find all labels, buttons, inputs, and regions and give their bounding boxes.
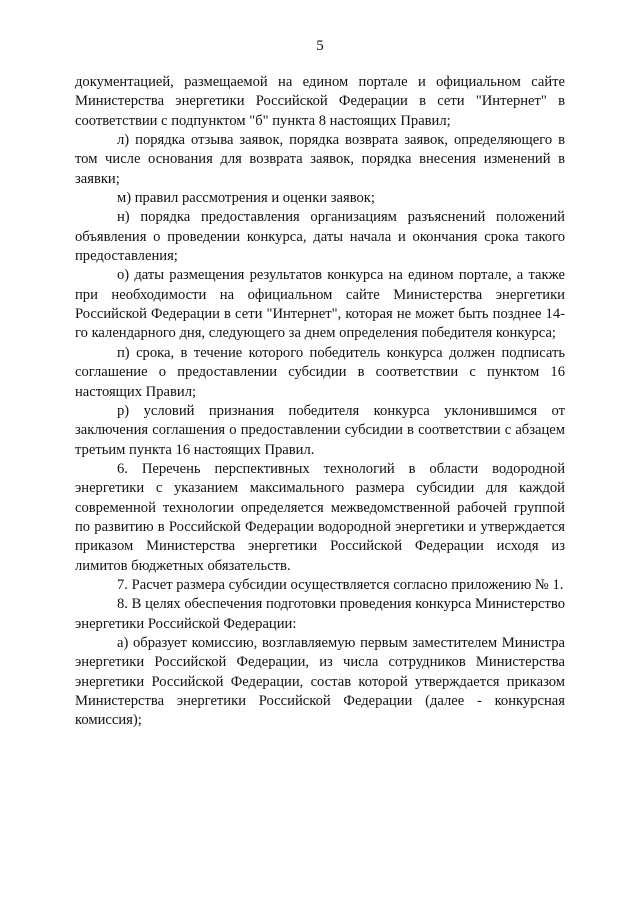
page-number: 5: [316, 38, 324, 54]
paragraph-clause-6: 6. Перечень перспективных технологий в области водородной энергетики с указанием максимального размера субсидии для каждой современной технологии определяется межведомственной рабочей группой по развитию в Российской Федерации водородной энергетики и утверждается приказом Министерства энергетики Российской Федерации исходя из лимитов бюджетных обязательств.: [75, 460, 565, 574]
paragraph-item-n: н) порядка предоставления организациям разъяснений положений объявления о проведении конкурса, даты начала и окончания срока такого предоставления;: [75, 209, 565, 265]
paragraph-clause-8: 8. В целях обеспечения подготовки проведения конкурса Министерство энергетики Российской Федерации:: [75, 596, 565, 632]
paragraph-item-p: п) срока, в течение которого победитель конкурса должен подписать соглашение о предоставлении субсидии в соответствии с пунктом 16 настоящих Правил;: [75, 344, 565, 400]
paragraph-item-o: о) даты размещения результатов конкурса на едином портале, а также при необходимости на официальном сайте Министерства энергетики Российской Федерации в сети "Интернет", которая не может быть позднее 14-го календарного дня, следующего за днем определения победителя конкурса;: [75, 267, 565, 342]
document-body: [75, 73, 565, 731]
paragraph-item-l: л) порядка отзыва заявок, порядка возврата заявок, определяющего в том числе основания для возврата заявок, порядка внесения изменений в заявки;: [75, 132, 565, 187]
paragraph-continuation: документацией, размещаемой на едином портале и официальном сайте Министерства энергетики Российской Федерации в сети "Интернет" в соответствии с подпунктом "б" пункта 8 настоящих Правил;: [75, 74, 565, 129]
paragraph-clause-7: 7. Расчет размера субсидии осуществляется согласно приложению № 1.: [117, 576, 564, 593]
paragraph-item-a: а) образует комиссию, возглавляемую первым заместителем Министра энергетики Российской Федерации, из числа сотрудников Министерства энергетики Российской Федерации, состав которой утверждается приказом Министерства энергетики Российской Федерации (далее - конкурсная комиссия);: [75, 634, 565, 729]
paragraph-item-r: р) условий признания победителя конкурса уклонившимся от заключения соглашения о предоставлении субсидии в соответствии с абзацем третьим пункта 16 настоящих Правил.: [75, 402, 565, 458]
paragraph-item-m: м) правил рассмотрения и оценки заявок;: [117, 190, 375, 207]
